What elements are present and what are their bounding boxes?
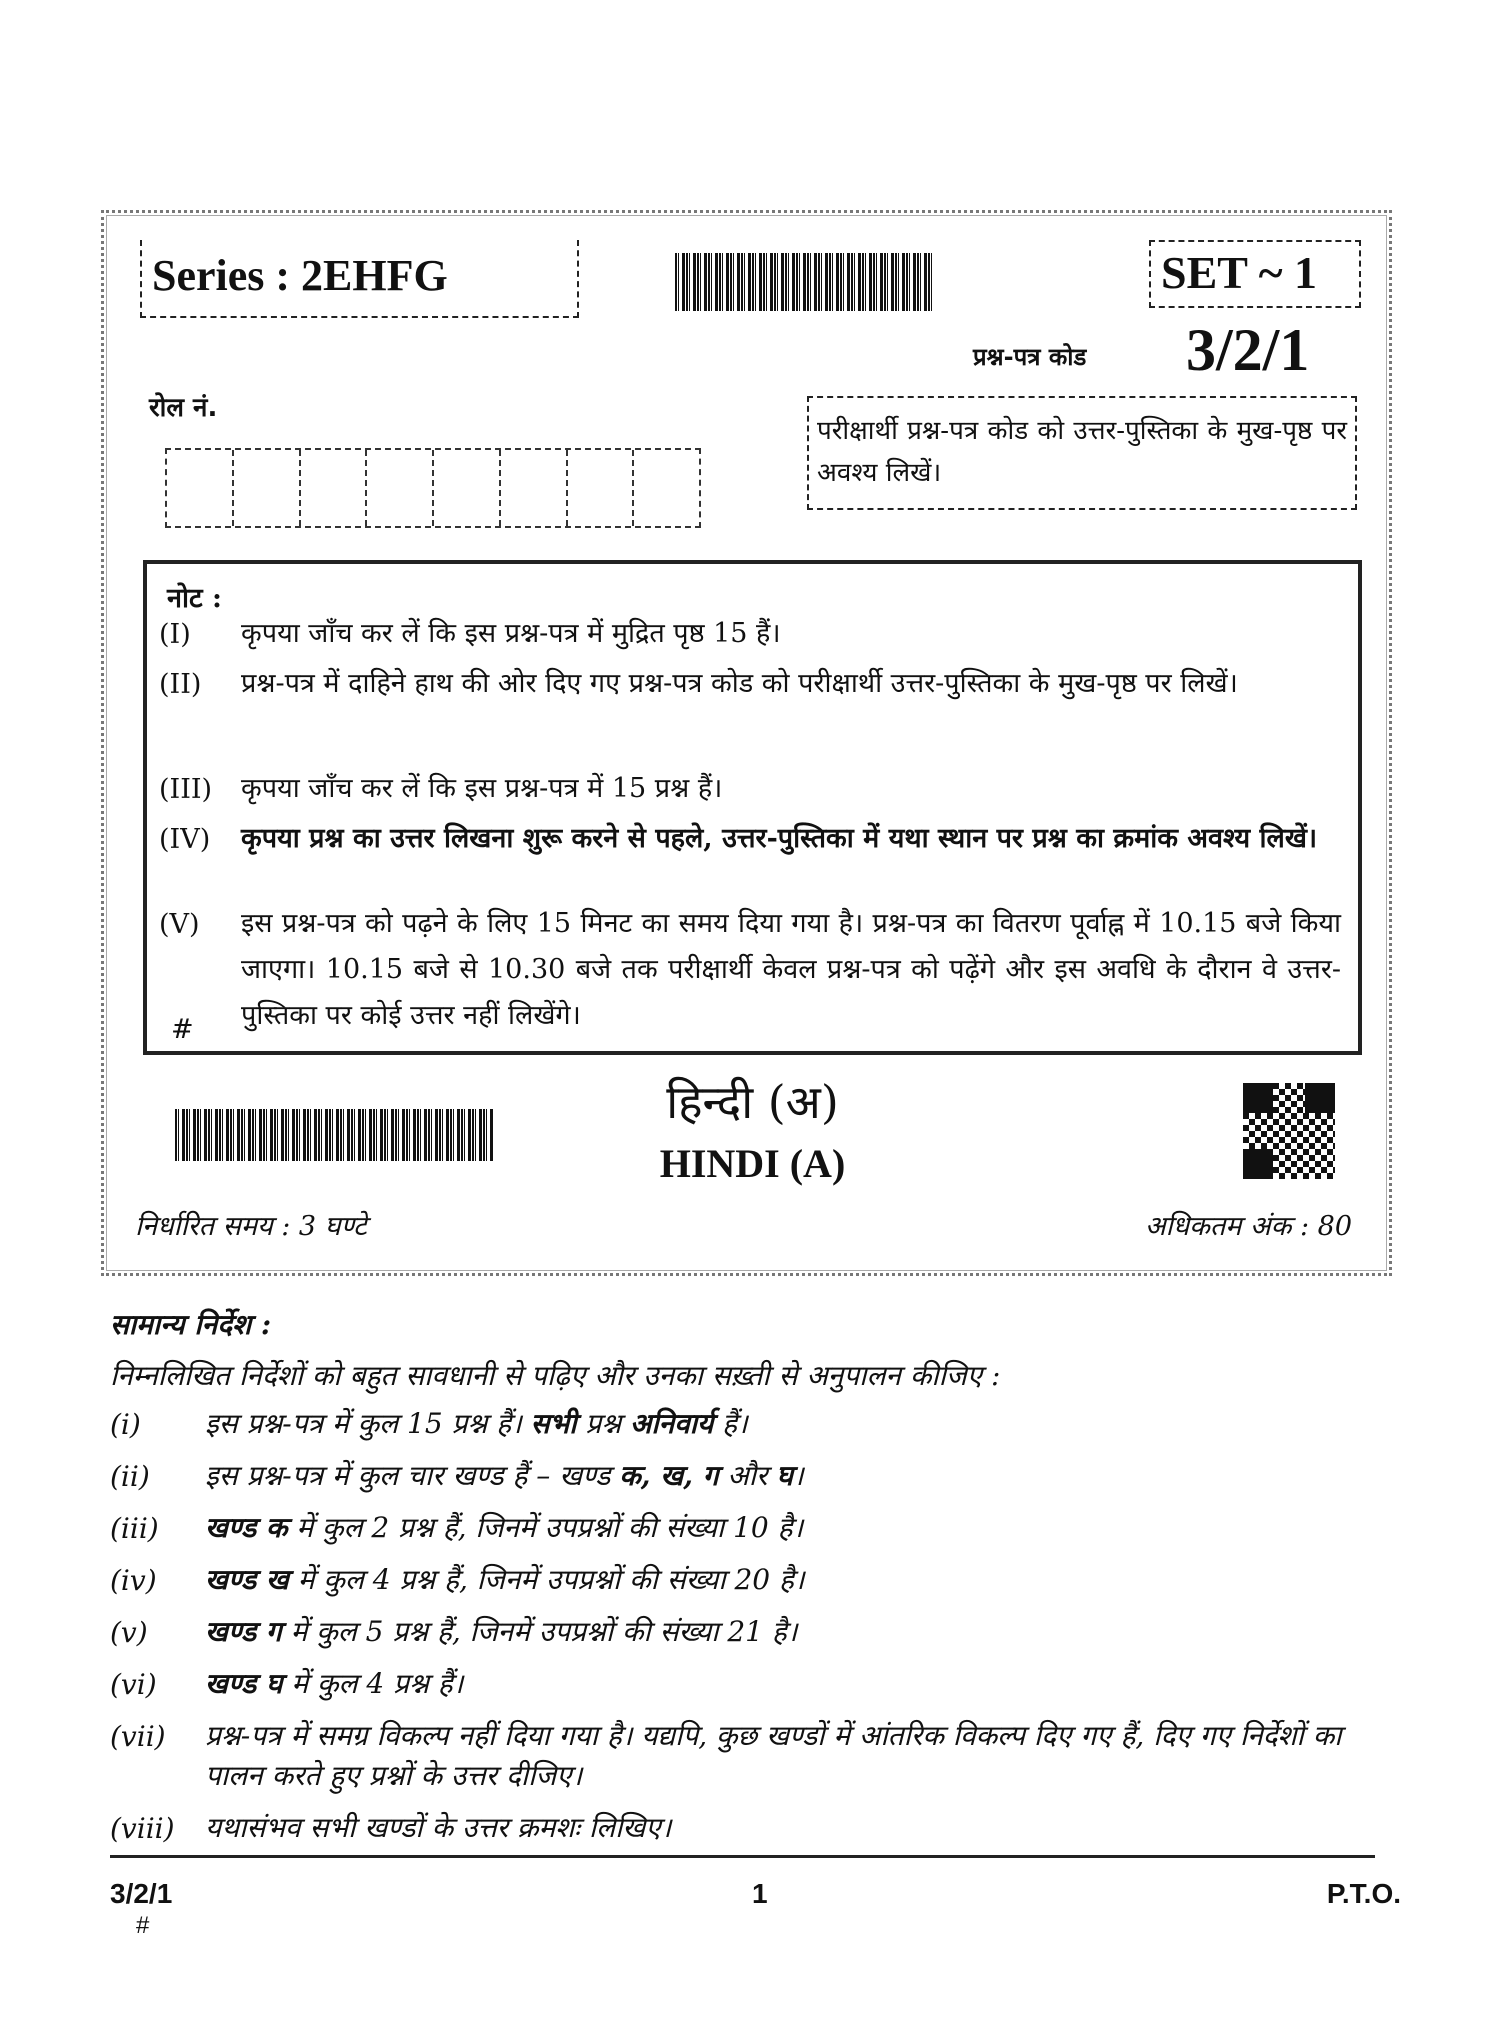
footer-divider [110,1855,1375,1858]
max-marks: अधिकतम अंक : 80 [1144,1211,1352,1242]
note-title: नोट : [167,583,222,614]
instruction-text: यथासंभव सभी खण्डों के उत्तर क्रमशः लिखिए। [205,1811,672,1844]
time-allowed: निर्धारित समय : 3 घण्टे [135,1211,367,1242]
instruction-item [205,1456,1395,1496]
qr-code [1243,1083,1335,1179]
roll-cell[interactable] [234,450,301,526]
roll-cell[interactable] [501,450,568,526]
roll-cell[interactable] [634,450,699,526]
general-instructions-heading: सामान्य निर्देश : [110,1308,272,1341]
instruction-number: (i) [110,1408,141,1441]
roll-number-label: रोल नं. [149,393,218,423]
note-item-number: (IV) [159,824,211,855]
roll-cell[interactable] [167,450,234,526]
note-item-text: इस प्रश्न-पत्र को पढ़ने के लिए 15 मिनट का समय दिया गया है। प्रश्न-पत्र का वितरण पूर्वाह्न में 10.15 बजे किया जाएगा। 10.15 बजे से 10.30 बजे तक परीक्षार्थी केवल प्रश्न-पत्र को पढ़ेंगे और इस अवधि के दौरान वे उत्तर-पुस्तिका पर कोई उत्तर नहीं लिखेंगे। [241,908,1341,1031]
set-box [1149,240,1361,308]
page-number: 1 [752,1878,768,1909]
instruction-bold-text: क, ख, ग [619,1459,719,1492]
general-instructions-intro: निम्नलिखित निर्देशों को बहुत सावधानी से पढ़िए और उनका सख़्ती से अनुपालन कीजिए : [110,1359,1001,1392]
note-box [143,560,1362,1055]
instruction-item [205,1404,1395,1444]
instruction-number: (viii) [110,1812,175,1845]
subject-hindi: हिन्दी (अ) [666,1075,839,1129]
instruction-item [205,1664,1395,1704]
qp-code: 3/2/1 [1186,317,1310,383]
note-item-text: कृपया जाँच कर लें कि इस प्रश्न-पत्र में 15 प्रश्न हैं। [241,773,723,804]
pto-label: P.T.O. [1326,1878,1401,1909]
series-box [140,240,579,318]
set-label: SET ~ 1 [1161,247,1318,298]
instruction-item [205,1716,1395,1796]
roll-number-boxes[interactable] [165,448,701,528]
instruction-text: इस प्रश्न-पत्र में कुल चार खण्ड हैं – खण्ड [205,1459,620,1492]
instruction-text: में कुल 2 प्रश्न हैं, जिनमें उपप्रश्नों की संख्या 10 है। [287,1511,804,1544]
instruction-item [205,1808,1395,1848]
qp-code-instruction: परीक्षार्थी प्रश्न-पत्र कोड को उत्तर-पुस्तिका के मुख-पृष्ठ पर अवश्य लिखें। [807,396,1357,510]
roll-cell[interactable] [568,450,635,526]
instruction-number: (iv) [110,1564,157,1597]
note-item-number: (V) [159,909,200,940]
roll-cell[interactable] [367,450,434,526]
instruction-number: (iii) [110,1512,159,1545]
note-item-number: (II) [159,669,202,700]
note-item-number: (III) [159,774,213,805]
instruction-number: (vi) [110,1668,157,1701]
instruction-bold-text: खण्ड ग [205,1615,282,1648]
instruction-text: प्रश्न-पत्र में समग्र विकल्प नहीं दिया गया है। यद्यपि, कुछ खण्डों में आंतरिक विकल्प दिए गए हैं, दिए गए निर्देशों का पालन करते हुए प्रश्नों के उत्तर दीजिए। [205,1719,1342,1792]
roll-cell[interactable] [434,450,501,526]
instruction-text: और [718,1459,777,1492]
instruction-item [205,1508,1395,1548]
instruction-number: (ii) [110,1460,150,1493]
barcode-top [675,253,933,311]
instruction-number: (v) [110,1616,148,1649]
note-hash: # [171,1014,194,1045]
instruction-bold-text: खण्ड क [205,1511,288,1544]
instruction-text: में कुल 5 प्रश्न हैं, जिनमें उपप्रश्नों की संख्या 21 है। [281,1615,798,1648]
instruction-text: प्रश्न [576,1407,631,1440]
instruction-text: इस प्रश्न-पत्र में कुल 15 प्रश्न हैं। [205,1407,531,1440]
footer-code: 3/2/1 [110,1878,173,1909]
note-item-text: प्रश्न-पत्र में दाहिने हाथ की ओर दिए गए प्रश्न-पत्र कोड को परीक्षार्थी उत्तर-पुस्तिका के मुख-पृष्ठ पर लिखें। [241,668,1238,699]
instruction-text: में कुल 4 प्रश्न हैं। [282,1667,464,1700]
instruction-bold-text: अनिवार्य [630,1407,714,1440]
instruction-number: (vii) [110,1720,166,1753]
instruction-bold-text: सभी [530,1407,577,1440]
instruction-bold-text: खण्ड ख [205,1563,289,1596]
footer-hash: # [136,1912,150,1939]
series-label: Series : 2EHFG [152,251,448,300]
note-item-number: (I) [159,619,191,650]
instruction-item [205,1560,1395,1600]
qp-code-label: प्रश्न-पत्र कोड [973,343,1087,371]
instruction-text: में कुल 4 प्रश्न हैं, जिनमें उपप्रश्नों की संख्या 20 है। [288,1563,805,1596]
subject-english: HINDI (A) [659,1141,846,1186]
instruction-bold-text: खण्ड घ [205,1667,283,1700]
instruction-item [205,1612,1395,1652]
instruction-text: हैं। [713,1407,748,1440]
instruction-bold-text: घ [776,1459,793,1492]
note-item-text: कृपया प्रश्न का उत्तर लिखना शुरू करने से पहले, उत्तर-पुस्तिका में यथा स्थान पर प्रश्न का क्रमांक अवश्य लिखें। [241,823,1318,854]
instruction-text: । [792,1459,804,1492]
roll-cell[interactable] [301,450,368,526]
note-item-text: कृपया जाँच कर लें कि इस प्रश्न-पत्र में मुद्रित पृष्ठ 15 हैं। [241,618,781,649]
